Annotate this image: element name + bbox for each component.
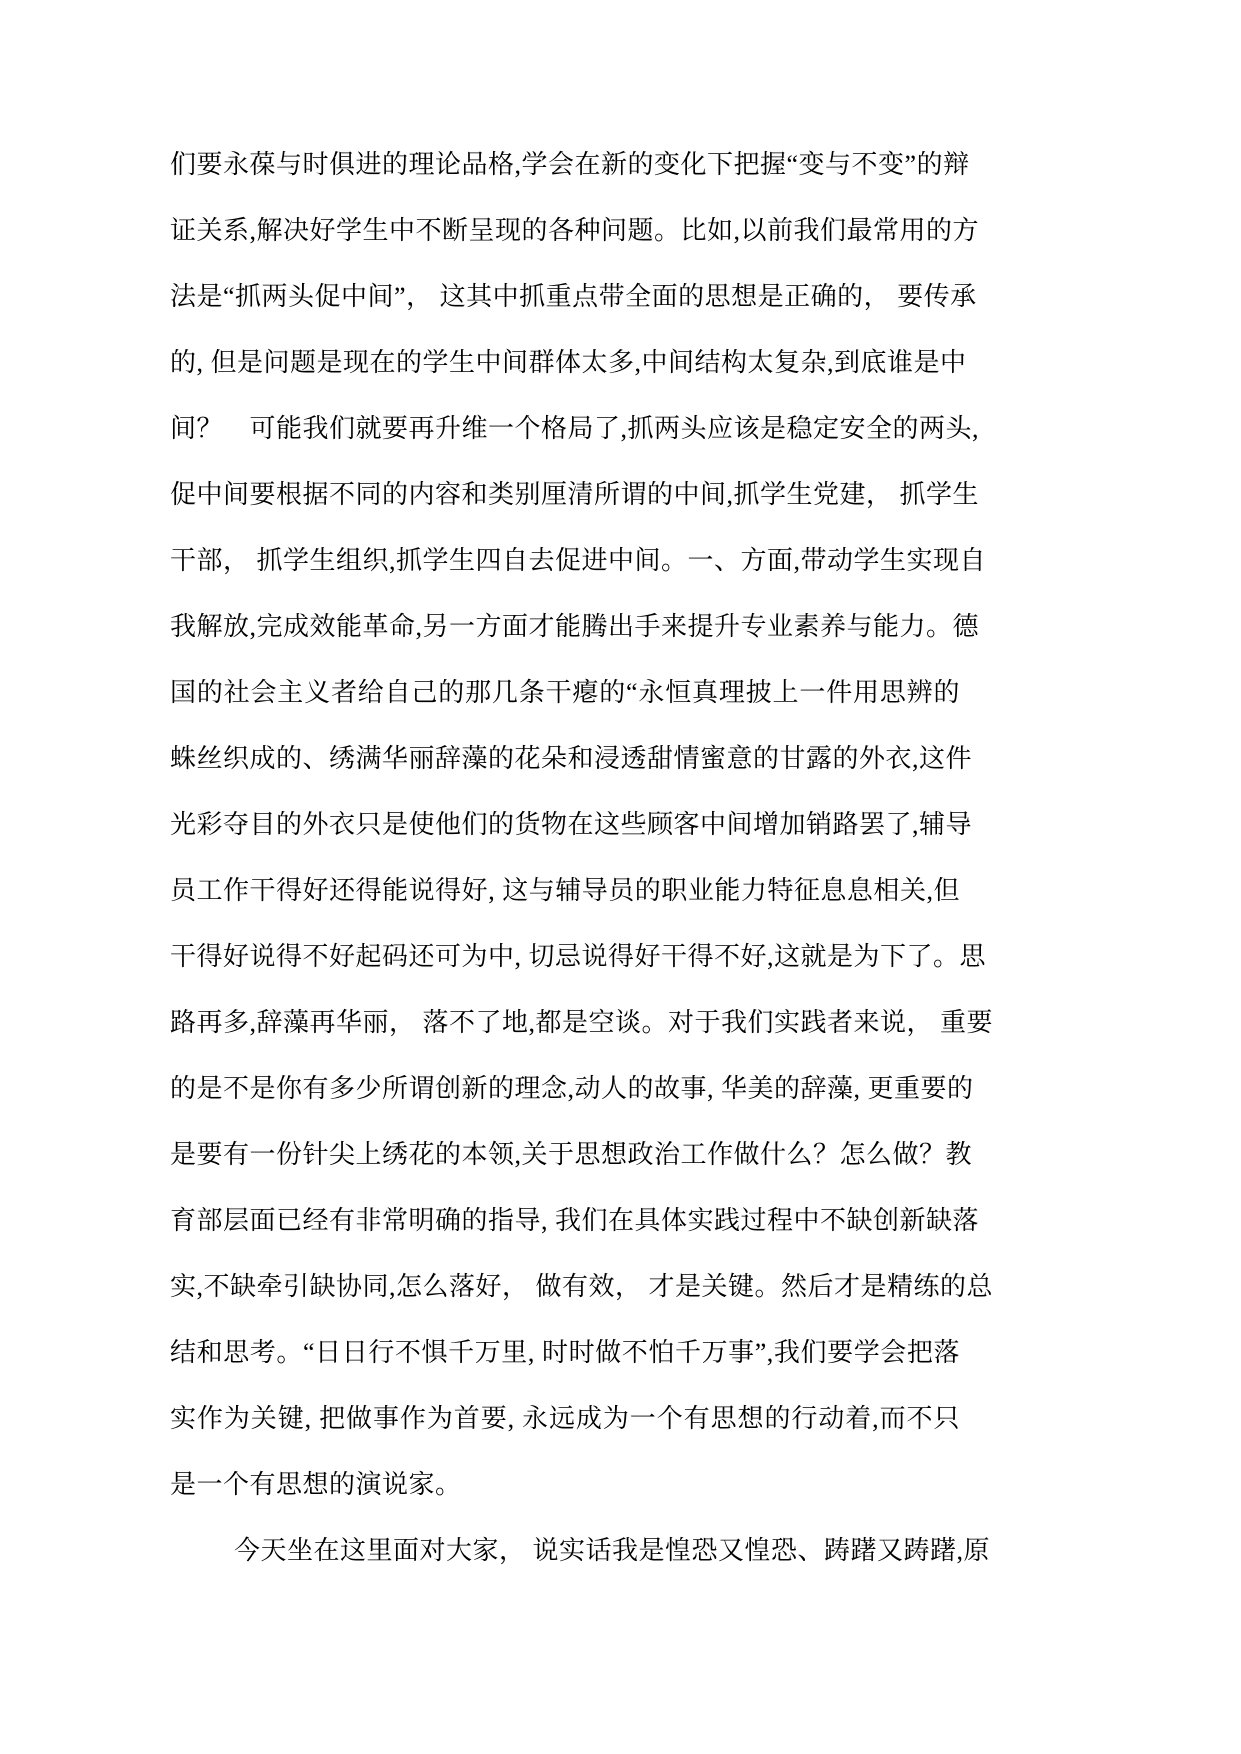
text-line: 路再多,辞藻再华丽， 落不了地,都是空谈。对于我们实践者来说， 重要 [170,1008,994,1037]
text-line: 的, 但是问题是现在的学生中间群体太多,中间结构太复杂,到底谁是中 [170,348,967,377]
text-line: 们要永葆与时俱进的理论品格,学会在新的变化下把握“变与不变”的辩 [170,150,970,179]
text-line: 实,不缺牵引缺协同,怎么落好， 做有效， 才是关键。然后才是精练的总 [170,1272,994,1301]
text-line: 是要有一份针尖上绣花的本领,关于思想政治工作做什么？怎么做？教 [170,1140,973,1169]
text-line: 干得好说得不好起码还可为中, 切忌说得好干得不好,这就是为下了。思 [170,942,987,971]
text-line: 结和思考。“日日行不惧千万里, 时时做不怕千万事”,我们要学会把落 [170,1338,960,1367]
text-line: 的是不是你有多少所谓创新的理念,动人的故事, 华美的辞藻, 更重要的 [170,1074,974,1103]
text-line: 国的社会主义者给自己的那几条干瘪的“永恒真理披上一件用思辨的 [170,678,960,707]
text-line: 光彩夺目的外衣只是使他们的货物在这些顾客中间增加销路罢了,辅导 [170,810,973,839]
text-line: 法是“抓两头促中间”， 这其中抓重点带全面的思想是正确的， 要传承 [170,282,977,311]
document-text-block [170,132,994,1584]
text-line: 员工作干得好还得能说得好, 这与辅导员的职业能力特征息息相关,但 [170,876,960,905]
text-line: 今天坐在这里面对大家， 说实话我是惶恐又惶恐、踌躇又踌躇,原 [234,1536,991,1565]
text-line: 育部层面已经有非常明确的指导, 我们在具体实践过程中不缺创新缺落 [170,1206,980,1235]
text-line: 实作为关键, 把做事作为首要, 永远成为一个有思想的行动着,而不只 [170,1404,960,1433]
text-line: 证关系,解决好学生中不断呈现的各种问题。比如,以前我们最常用的方 [170,216,980,245]
text-line: 我解放,完成效能革命,另一方面才能腾出手来提升专业素养与能力。德 [170,612,980,641]
text-line: 促中间要根据不同的内容和类别厘清所谓的中间,抓学生党建， 抓学生 [170,480,980,509]
text-line: 干部， 抓学生组织,抓学生四自去促进中间。一、方面,带动学生实现自 [170,546,987,575]
text-line: 蛛丝织成的、绣满华丽辞藻的花朵和浸透甜情蜜意的甘露的外衣,这件 [170,744,973,773]
text-line: 间？ 可能我们就要再升维一个格局了,抓两头应该是稳定安全的两头, [170,414,980,443]
text-line: 是一个有思想的演说家。 [170,1470,462,1499]
